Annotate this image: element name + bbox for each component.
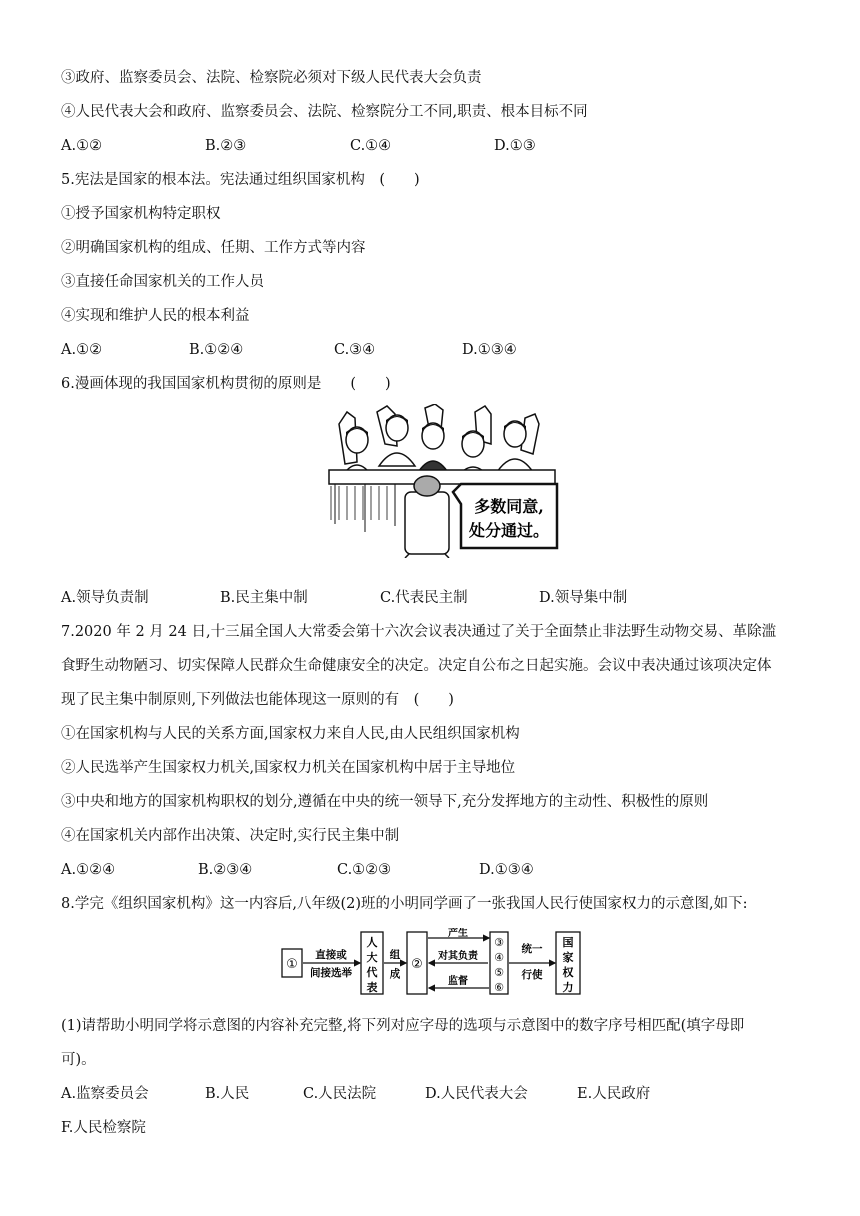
diagram-arrow3-bottom: 行使 <box>521 969 543 981</box>
q6-option-c: C.代表民主制 <box>380 590 468 606</box>
power-diagram <box>281 928 586 998</box>
q4-option-c: C.①④ <box>350 138 392 154</box>
q4-option-a: A.①② <box>61 138 103 154</box>
diagram-arrow1-top: 直接或 <box>315 949 347 961</box>
diagram-stack-4: ④ <box>494 951 504 964</box>
q7-option-a: A.①②④ <box>61 862 116 878</box>
q5-option-d: D.①③④ <box>462 342 517 358</box>
diagram-power-char-4: 力 <box>562 981 574 994</box>
q5-stem: 5.宪法是国家的根本法。宪法通过组织国家机构 ( ) <box>61 172 420 188</box>
diagram-arrow2-top: 组 <box>389 949 401 961</box>
q8-sub1-line-1: (1)请帮助小明同学将示意图的内容补充完整,将下列对应字母的选项与示意图中的数字序号相匹配(填字母即 <box>61 1018 745 1034</box>
q7-stem-line-1: 7.2020 年 2 月 24 日,十三届全国人大常委会第十六次会议表决通过了关于全面禁止非法野生动物交易、革除滥 <box>61 624 777 640</box>
q8-option-a: A.监察委员会 <box>61 1086 149 1102</box>
q8-option-d: D.人民代表大会 <box>425 1086 528 1102</box>
q6-option-b: B.民主集中制 <box>220 590 308 606</box>
diagram-rep-char-4: 表 <box>366 981 378 994</box>
diagram-rep-char-1: 人 <box>366 936 378 949</box>
q7-stem-line-2: 食野生动物陋习、切实保障人民群众生命健康安全的决定。决定自公布之日起实施。会议中表决通过该项决定体 <box>61 658 772 674</box>
diagram-label-supervise: 监督 <box>448 976 468 987</box>
diagram-power-char-3: 权 <box>562 966 574 979</box>
diagram-power-char-1: 国 <box>562 936 574 949</box>
q7-statement-2: ②人民选举产生国家权力机关,国家权力机关在国家机构中居于主导地位 <box>61 760 516 776</box>
q7-statement-4: ④在国家机关内部作出决策、决定时,实行民主集中制 <box>61 828 400 844</box>
q4-statement-4: ④人民代表大会和政府、监察委员会、法院、检察院分工不同,职责、根本目标不同 <box>61 104 588 120</box>
cartoon-illustration <box>325 404 560 558</box>
q6-stem: 6.漫画体现的我国国家机构贯彻的原则是 ( ) <box>61 376 391 392</box>
q8-option-b: B.人民 <box>205 1086 250 1102</box>
q7-option-b: B.②③④ <box>198 862 253 878</box>
q6-option-d: D.领导集中制 <box>539 590 628 606</box>
q5-option-c: C.③④ <box>334 342 376 358</box>
diagram-stack-3: ③ <box>494 936 504 949</box>
q8-sub1-line-2: 可)。 <box>61 1052 96 1068</box>
q4-statement-3: ③政府、监察委员会、法院、检察院必须对下级人民代表大会负责 <box>61 70 482 86</box>
q5-statement-3: ③直接任命国家机关的工作人员 <box>61 274 264 290</box>
q8-option-f: F.人民检察院 <box>61 1120 146 1136</box>
cartoon-caption-line-2: 处分通过。 <box>468 521 550 540</box>
diagram-label-responsible: 对其负责 <box>438 951 478 962</box>
diagram-stack-6: ⑥ <box>494 981 504 994</box>
q4-option-d: D.①③ <box>494 138 536 154</box>
q8-option-e: E.人民政府 <box>577 1086 651 1102</box>
q5-option-b: B.①②④ <box>189 342 244 358</box>
diagram-power-char-2: 家 <box>562 951 574 964</box>
diagram-stack-5: ⑤ <box>494 966 504 979</box>
diagram-arrow3-top: 统一 <box>521 943 543 955</box>
q7-option-d: D.①③④ <box>479 862 534 878</box>
q6-option-a: A.领导负责制 <box>61 590 149 606</box>
q7-statement-1: ①在国家机构与人民的关系方面,国家权力来自人民,由人民组织国家机构 <box>61 726 520 742</box>
cartoon-caption-line-1: 多数同意, <box>474 497 544 516</box>
q5-statement-1: ①授予国家机构特定职权 <box>61 206 221 222</box>
diagram-box-1: ① <box>286 957 298 972</box>
q4-option-b: B.②③ <box>205 138 247 154</box>
q5-statement-2: ②明确国家机构的组成、任期、工作方式等内容 <box>61 240 366 256</box>
q5-option-a: A.①② <box>61 342 103 358</box>
diagram-arrow2-bottom: 成 <box>389 968 401 980</box>
q7-stem-line-3: 现了民主集中制原则,下列做法也能体现这一原则的有 ( ) <box>61 692 454 708</box>
diagram-rep-char-3: 代 <box>366 966 378 979</box>
diagram-box-2: ② <box>411 957 423 972</box>
q5-statement-4: ④实现和维护人民的根本利益 <box>61 308 250 324</box>
diagram-rep-char-2: 大 <box>366 951 378 964</box>
diagram-arrow1-bottom: 间接选举 <box>310 967 352 979</box>
q7-statement-3: ③中央和地方的国家机构职权的划分,遵循在中央的统一领导下,充分发挥地方的主动性、积极性的原则 <box>61 794 709 810</box>
q7-option-c: C.①②③ <box>337 862 392 878</box>
diagram-label-produce: 产生 <box>448 928 468 939</box>
q8-stem: 8.学完《组织国家机构》这一内容后,八年级(2)班的小明同学画了一张我国人民行使国家权力的示意图,如下: <box>61 896 748 912</box>
q8-option-c: C.人民法院 <box>303 1086 377 1102</box>
